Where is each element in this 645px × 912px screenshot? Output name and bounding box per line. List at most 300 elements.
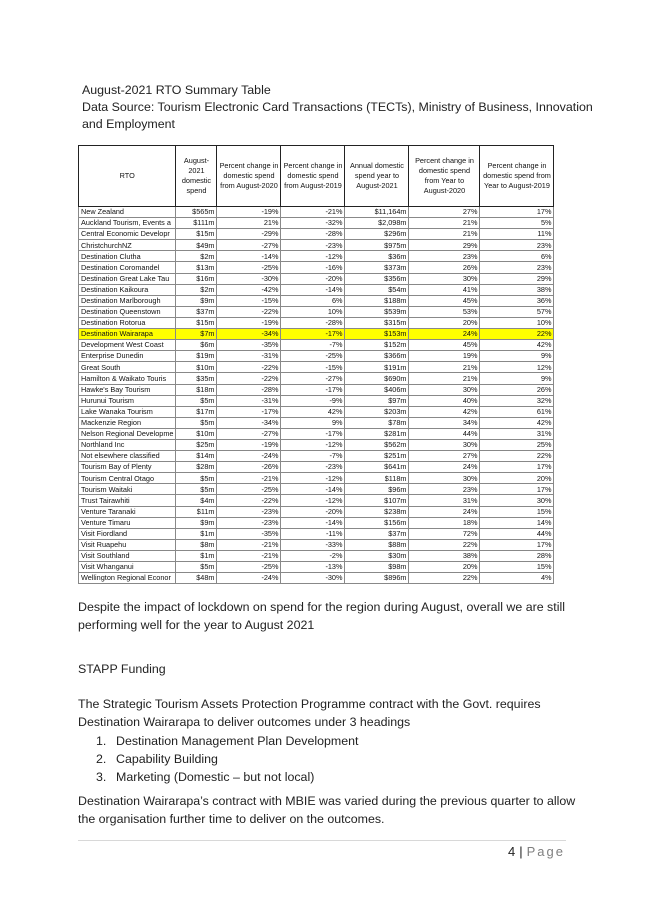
cell-august-spend: $48m xyxy=(176,573,217,584)
cell-annual-spend: $281m xyxy=(345,428,409,439)
cell-change-year-2019: 29% xyxy=(480,273,554,284)
cell-change-year-2020: 27% xyxy=(409,451,480,462)
cell-annual-spend: $37m xyxy=(345,528,409,539)
cell-annual-spend: $96m xyxy=(345,484,409,495)
cell-change-aug-2019: 6% xyxy=(281,295,345,306)
list-text: Capability Building xyxy=(116,752,218,766)
cell-change-aug-2020: -27% xyxy=(217,240,281,251)
cell-august-spend: $6m xyxy=(176,340,217,351)
cell-august-spend: $4m xyxy=(176,495,217,506)
cell-change-aug-2019: -12% xyxy=(281,495,345,506)
cell-change-year-2019: 42% xyxy=(480,340,554,351)
cell-rto-name: Trust Tairawhiti xyxy=(79,495,176,506)
table-title: August-2021 RTO Summary Table xyxy=(82,83,271,97)
list-text: Marketing (Domestic – but not local) xyxy=(116,770,315,784)
table-row xyxy=(79,273,554,284)
cell-rto-name: Not elsewhere classified xyxy=(79,451,176,462)
cell-august-spend: $28m xyxy=(176,462,217,473)
cell-change-year-2020: 21% xyxy=(409,362,480,373)
table-row xyxy=(79,351,554,362)
cell-change-aug-2019: -28% xyxy=(281,317,345,328)
cell-change-year-2019: 4% xyxy=(480,573,554,584)
cell-change-aug-2019: 42% xyxy=(281,406,345,417)
table-row xyxy=(79,229,554,240)
cell-change-aug-2020: -23% xyxy=(217,506,281,517)
cell-rto-name: Great South xyxy=(79,362,176,373)
table-row xyxy=(79,439,554,450)
footer-separator: | xyxy=(519,844,523,859)
cell-change-year-2019: 25% xyxy=(480,439,554,450)
cell-august-spend: $13m xyxy=(176,262,217,273)
cell-change-aug-2019: -14% xyxy=(281,284,345,295)
rto-summary-table xyxy=(78,145,554,584)
cell-annual-spend: $153m xyxy=(345,329,409,340)
cell-change-year-2019: 17% xyxy=(480,484,554,495)
cell-august-spend: $5m xyxy=(176,562,217,573)
cell-annual-spend: $97m xyxy=(345,395,409,406)
cell-change-year-2020: 31% xyxy=(409,495,480,506)
page-footer xyxy=(508,844,565,859)
cell-change-year-2019: 15% xyxy=(480,506,554,517)
cell-change-year-2019: 31% xyxy=(480,428,554,439)
table-row xyxy=(79,562,554,573)
cell-change-aug-2020: -29% xyxy=(217,229,281,240)
cell-annual-spend: $152m xyxy=(345,340,409,351)
cell-change-year-2020: 23% xyxy=(409,484,480,495)
cell-change-aug-2019: -23% xyxy=(281,462,345,473)
table-row xyxy=(79,506,554,517)
cell-change-year-2020: 24% xyxy=(409,506,480,517)
table-row xyxy=(79,295,554,306)
cell-change-year-2019: 9% xyxy=(480,373,554,384)
table-row xyxy=(79,340,554,351)
cell-august-spend: $111m xyxy=(176,218,217,229)
cell-august-spend: $10m xyxy=(176,428,217,439)
cell-change-aug-2019: -11% xyxy=(281,528,345,539)
cell-change-year-2019: 38% xyxy=(480,284,554,295)
cell-change-year-2020: 20% xyxy=(409,562,480,573)
cell-august-spend: $14m xyxy=(176,451,217,462)
cell-rto-name: Venture Taranaki xyxy=(79,506,176,517)
cell-august-spend: $1m xyxy=(176,528,217,539)
cell-annual-spend: $690m xyxy=(345,373,409,384)
cell-change-aug-2020: -23% xyxy=(217,517,281,528)
cell-change-year-2020: 40% xyxy=(409,395,480,406)
header-change-year-2019: Percent change in domestic spend from Year to August-2019 xyxy=(480,146,554,207)
cell-annual-spend: $366m xyxy=(345,351,409,362)
cell-annual-spend: $203m xyxy=(345,406,409,417)
cell-change-aug-2020: -15% xyxy=(217,295,281,306)
table-row xyxy=(79,495,554,506)
cell-rto-name: Hurunui Tourism xyxy=(79,395,176,406)
cell-change-year-2019: 42% xyxy=(480,417,554,428)
cell-change-year-2020: 18% xyxy=(409,517,480,528)
cell-annual-spend: $191m xyxy=(345,362,409,373)
stapp-outcomes-list xyxy=(96,732,358,786)
cell-rto-name: Destination Wairarapa xyxy=(79,329,176,340)
cell-change-aug-2019: -12% xyxy=(281,473,345,484)
cell-change-aug-2020: -17% xyxy=(217,406,281,417)
cell-august-spend: $11m xyxy=(176,506,217,517)
cell-change-aug-2020: -24% xyxy=(217,573,281,584)
cell-change-year-2019: 57% xyxy=(480,306,554,317)
cell-change-aug-2019: -27% xyxy=(281,373,345,384)
cell-rto-name: Visit Fiordland xyxy=(79,528,176,539)
cell-annual-spend: $562m xyxy=(345,439,409,450)
cell-change-year-2020: 53% xyxy=(409,306,480,317)
cell-change-aug-2019: -17% xyxy=(281,384,345,395)
cell-annual-spend: $188m xyxy=(345,295,409,306)
table-row xyxy=(79,473,554,484)
cell-rto-name: Nelson Regional Developme xyxy=(79,428,176,439)
header-change-aug-2019: Percent change in domestic spend from August-2019 xyxy=(281,146,345,207)
cell-change-aug-2020: -14% xyxy=(217,251,281,262)
cell-rto-name: Destination Marlborough xyxy=(79,295,176,306)
header-change-year-2020: Percent change in domestic spend from Year to August-2020 xyxy=(409,146,480,207)
cell-change-year-2019: 44% xyxy=(480,528,554,539)
cell-change-aug-2020: -34% xyxy=(217,417,281,428)
cell-change-aug-2019: -25% xyxy=(281,351,345,362)
cell-change-aug-2019: -14% xyxy=(281,484,345,495)
cell-change-year-2020: 22% xyxy=(409,539,480,550)
cell-change-aug-2020: -34% xyxy=(217,329,281,340)
cell-annual-spend: $373m xyxy=(345,262,409,273)
table-row xyxy=(79,573,554,584)
cell-august-spend: $9m xyxy=(176,295,217,306)
cell-change-aug-2020: -25% xyxy=(217,262,281,273)
cell-change-year-2019: 6% xyxy=(480,251,554,262)
cell-change-aug-2019: -16% xyxy=(281,262,345,273)
cell-august-spend: $16m xyxy=(176,273,217,284)
table-row xyxy=(79,317,554,328)
cell-change-year-2019: 11% xyxy=(480,229,554,240)
cell-august-spend: $5m xyxy=(176,395,217,406)
cell-change-year-2020: 27% xyxy=(409,207,480,218)
cell-change-year-2020: 21% xyxy=(409,218,480,229)
cell-change-aug-2020: -21% xyxy=(217,539,281,550)
cell-change-year-2020: 21% xyxy=(409,373,480,384)
cell-change-aug-2019: 9% xyxy=(281,417,345,428)
cell-august-spend: $35m xyxy=(176,373,217,384)
cell-august-spend: $37m xyxy=(176,306,217,317)
cell-august-spend: $15m xyxy=(176,317,217,328)
cell-change-aug-2020: -31% xyxy=(217,395,281,406)
cell-august-spend: $19m xyxy=(176,351,217,362)
cell-change-aug-2020: -22% xyxy=(217,306,281,317)
cell-rto-name: Tourism Bay of Plenty xyxy=(79,462,176,473)
data-source-line-1: Data Source: Tourism Electronic Card Transactions (TECTs), Ministry of Business, Innovation xyxy=(82,100,593,114)
cell-august-spend: $8m xyxy=(176,539,217,550)
cell-change-year-2019: 32% xyxy=(480,395,554,406)
cell-rto-name: Visit Whanganui xyxy=(79,562,176,573)
page-number: 4 xyxy=(508,844,516,859)
cell-august-spend: $49m xyxy=(176,240,217,251)
cell-rto-name: Enterprise Dunedin xyxy=(79,351,176,362)
list-number: 1. xyxy=(96,734,107,748)
table-body xyxy=(79,207,554,584)
cell-august-spend: $15m xyxy=(176,229,217,240)
cell-change-aug-2019: -13% xyxy=(281,562,345,573)
cell-change-aug-2020: -22% xyxy=(217,362,281,373)
cell-change-aug-2020: -27% xyxy=(217,428,281,439)
table-row xyxy=(79,262,554,273)
cell-change-year-2020: 45% xyxy=(409,295,480,306)
cell-change-year-2019: 5% xyxy=(480,218,554,229)
cell-annual-spend: $238m xyxy=(345,506,409,517)
list-text: Destination Management Plan Development xyxy=(116,734,359,748)
cell-change-year-2019: 36% xyxy=(480,295,554,306)
cell-change-year-2020: 23% xyxy=(409,251,480,262)
cell-august-spend: $565m xyxy=(176,207,217,218)
cell-change-aug-2020: -25% xyxy=(217,484,281,495)
cell-change-aug-2019: -7% xyxy=(281,340,345,351)
cell-change-aug-2019: -12% xyxy=(281,439,345,450)
cell-change-aug-2019: -33% xyxy=(281,539,345,550)
cell-change-aug-2020: -28% xyxy=(217,384,281,395)
cell-change-aug-2020: -22% xyxy=(217,373,281,384)
cell-change-aug-2020: -24% xyxy=(217,451,281,462)
cell-annual-spend: $54m xyxy=(345,284,409,295)
table-row xyxy=(79,384,554,395)
cell-change-aug-2020: -19% xyxy=(217,439,281,450)
cell-annual-spend: $118m xyxy=(345,473,409,484)
footer-divider xyxy=(78,840,566,841)
cell-change-aug-2019: -9% xyxy=(281,395,345,406)
cell-change-year-2020: 24% xyxy=(409,329,480,340)
cell-change-aug-2019: -20% xyxy=(281,273,345,284)
cell-change-year-2019: 17% xyxy=(480,462,554,473)
cell-change-aug-2020: -35% xyxy=(217,528,281,539)
cell-change-aug-2020: 21% xyxy=(217,218,281,229)
cell-august-spend: $2m xyxy=(176,284,217,295)
cell-rto-name: Destination Clutha xyxy=(79,251,176,262)
cell-change-year-2019: 28% xyxy=(480,550,554,561)
cell-change-year-2019: 30% xyxy=(480,495,554,506)
cell-change-year-2019: 26% xyxy=(480,384,554,395)
cell-rto-name: Tourism Central Otago xyxy=(79,473,176,484)
list-item xyxy=(96,732,358,750)
cell-change-aug-2020: -35% xyxy=(217,340,281,351)
cell-change-year-2020: 45% xyxy=(409,340,480,351)
cell-change-aug-2019: -2% xyxy=(281,550,345,561)
cell-rto-name: Development West Coast xyxy=(79,340,176,351)
cell-change-year-2020: 41% xyxy=(409,284,480,295)
cell-change-aug-2019: -23% xyxy=(281,240,345,251)
cell-annual-spend: $315m xyxy=(345,317,409,328)
table-row xyxy=(79,251,554,262)
cell-change-year-2020: 44% xyxy=(409,428,480,439)
table-row xyxy=(79,451,554,462)
cell-august-spend: $2m xyxy=(176,251,217,262)
cell-rto-name: Destination Coromandel xyxy=(79,262,176,273)
cell-rto-name: Destination Queenstown xyxy=(79,306,176,317)
cell-august-spend: $17m xyxy=(176,406,217,417)
cell-change-aug-2019: -30% xyxy=(281,573,345,584)
cell-change-year-2019: 17% xyxy=(480,539,554,550)
cell-change-aug-2019: -15% xyxy=(281,362,345,373)
cell-change-aug-2020: -19% xyxy=(217,317,281,328)
cell-change-year-2019: 20% xyxy=(480,473,554,484)
header-august-spend: August-2021 domestic spend xyxy=(176,146,217,207)
cell-rto-name: ChristchurchNZ xyxy=(79,240,176,251)
cell-rto-name: Lake Wanaka Tourism xyxy=(79,406,176,417)
table-row xyxy=(79,362,554,373)
cell-annual-spend: $11,164m xyxy=(345,207,409,218)
cell-rto-name: Destination Great Lake Tau xyxy=(79,273,176,284)
cell-rto-name: Central Economic Developr xyxy=(79,229,176,240)
cell-change-year-2020: 30% xyxy=(409,473,480,484)
cell-change-year-2020: 20% xyxy=(409,317,480,328)
cell-change-year-2019: 14% xyxy=(480,517,554,528)
cell-change-year-2019: 23% xyxy=(480,240,554,251)
cell-change-aug-2020: -42% xyxy=(217,284,281,295)
cell-rto-name: Destination Rotorua xyxy=(79,317,176,328)
cell-annual-spend: $30m xyxy=(345,550,409,561)
cell-change-year-2019: 22% xyxy=(480,451,554,462)
table-row xyxy=(79,517,554,528)
cell-august-spend: $5m xyxy=(176,484,217,495)
table-heading xyxy=(82,82,593,133)
header-change-aug-2020: Percent change in domestic spend from August-2020 xyxy=(217,146,281,207)
cell-august-spend: $9m xyxy=(176,517,217,528)
cell-august-spend: $25m xyxy=(176,439,217,450)
page-label: Page xyxy=(526,844,565,859)
cell-august-spend: $18m xyxy=(176,384,217,395)
cell-annual-spend: $356m xyxy=(345,273,409,284)
cell-change-aug-2019: -12% xyxy=(281,251,345,262)
cell-annual-spend: $539m xyxy=(345,306,409,317)
table-row xyxy=(79,406,554,417)
cell-august-spend: $10m xyxy=(176,362,217,373)
cell-change-year-2019: 23% xyxy=(480,262,554,273)
cell-rto-name: Hamilton & Waikato Touris xyxy=(79,373,176,384)
cell-annual-spend: $78m xyxy=(345,417,409,428)
cell-rto-name: Tourism Waitaki xyxy=(79,484,176,495)
cell-august-spend: $1m xyxy=(176,550,217,561)
cell-change-aug-2019: -21% xyxy=(281,207,345,218)
table-row xyxy=(79,428,554,439)
cell-change-aug-2019: -28% xyxy=(281,229,345,240)
table-row xyxy=(79,218,554,229)
cell-change-aug-2020: -30% xyxy=(217,273,281,284)
cell-change-year-2020: 19% xyxy=(409,351,480,362)
list-number: 3. xyxy=(96,770,107,784)
cell-august-spend: $7m xyxy=(176,329,217,340)
cell-rto-name: New Zealand xyxy=(79,207,176,218)
stapp-heading: STAPP Funding xyxy=(78,662,166,676)
table-row xyxy=(79,373,554,384)
data-source-line-2: and Employment xyxy=(82,117,175,131)
cell-change-aug-2020: -26% xyxy=(217,462,281,473)
cell-annual-spend: $406m xyxy=(345,384,409,395)
cell-change-aug-2019: 10% xyxy=(281,306,345,317)
cell-change-aug-2020: -31% xyxy=(217,351,281,362)
cell-change-year-2020: 26% xyxy=(409,262,480,273)
list-item xyxy=(96,768,358,786)
cell-change-year-2019: 15% xyxy=(480,562,554,573)
table-row xyxy=(79,462,554,473)
cell-rto-name: Mackenzie Region xyxy=(79,417,176,428)
table-row xyxy=(79,417,554,428)
cell-change-year-2020: 24% xyxy=(409,462,480,473)
table-row xyxy=(79,528,554,539)
cell-change-year-2020: 30% xyxy=(409,439,480,450)
cell-annual-spend: $641m xyxy=(345,462,409,473)
cell-annual-spend: $107m xyxy=(345,495,409,506)
cell-change-year-2019: 12% xyxy=(480,362,554,373)
cell-rto-name: Visit Southland xyxy=(79,550,176,561)
cell-change-aug-2019: -32% xyxy=(281,218,345,229)
cell-rto-name: Venture Timaru xyxy=(79,517,176,528)
cell-august-spend: $5m xyxy=(176,473,217,484)
summary-paragraph: Despite the impact of lockdown on spend for the region during August, overall we are still performing well for the year to August 2021 xyxy=(78,600,565,632)
cell-change-year-2020: 30% xyxy=(409,273,480,284)
cell-change-aug-2020: -21% xyxy=(217,550,281,561)
cell-august-spend: $5m xyxy=(176,417,217,428)
cell-change-year-2019: 22% xyxy=(480,329,554,340)
table-row xyxy=(79,240,554,251)
cell-rto-name: Auckland Tourism, Events a xyxy=(79,218,176,229)
table-row xyxy=(79,329,554,340)
cell-annual-spend: $296m xyxy=(345,229,409,240)
cell-change-year-2020: 38% xyxy=(409,550,480,561)
cell-change-year-2019: 17% xyxy=(480,207,554,218)
cell-change-year-2020: 29% xyxy=(409,240,480,251)
cell-rto-name: Visit Ruapehu xyxy=(79,539,176,550)
cell-change-aug-2020: -22% xyxy=(217,495,281,506)
table-header-row xyxy=(79,146,554,207)
cell-change-aug-2019: -14% xyxy=(281,517,345,528)
table-row xyxy=(79,306,554,317)
cell-annual-spend: $251m xyxy=(345,451,409,462)
table-row xyxy=(79,284,554,295)
cell-rto-name: Northland Inc xyxy=(79,439,176,450)
cell-annual-spend: $88m xyxy=(345,539,409,550)
stapp-intro-paragraph: The Strategic Tourism Assets Protection Programme contract with the Govt. requires Destination Wairarapa to deliver outcomes under 3 headings xyxy=(78,697,541,729)
cell-change-year-2019: 9% xyxy=(480,351,554,362)
list-item xyxy=(96,750,358,768)
cell-annual-spend: $98m xyxy=(345,562,409,573)
header-annual-spend: Annual domestic spend year to August-2021 xyxy=(345,146,409,207)
cell-change-year-2020: 30% xyxy=(409,384,480,395)
cell-change-year-2020: 42% xyxy=(409,406,480,417)
cell-annual-spend: $896m xyxy=(345,573,409,584)
cell-annual-spend: $975m xyxy=(345,240,409,251)
cell-change-year-2019: 10% xyxy=(480,317,554,328)
header-rto: RTO xyxy=(79,146,176,207)
cell-rto-name: Hawke's Bay Tourism xyxy=(79,384,176,395)
cell-change-aug-2019: -17% xyxy=(281,428,345,439)
cell-change-year-2020: 21% xyxy=(409,229,480,240)
list-number: 2. xyxy=(96,752,107,766)
cell-change-year-2020: 72% xyxy=(409,528,480,539)
cell-change-year-2020: 34% xyxy=(409,417,480,428)
cell-change-year-2020: 22% xyxy=(409,573,480,584)
cell-change-aug-2019: -20% xyxy=(281,506,345,517)
cell-rto-name: Wellington Regional Econor xyxy=(79,573,176,584)
table-row xyxy=(79,207,554,218)
cell-rto-name: Destination Kaikoura xyxy=(79,284,176,295)
table-row xyxy=(79,550,554,561)
table-row xyxy=(79,484,554,495)
cell-change-aug-2020: -25% xyxy=(217,562,281,573)
cell-change-aug-2019: -17% xyxy=(281,329,345,340)
cell-change-year-2019: 61% xyxy=(480,406,554,417)
cell-change-aug-2020: -21% xyxy=(217,473,281,484)
cell-annual-spend: $36m xyxy=(345,251,409,262)
cell-annual-spend: $2,098m xyxy=(345,218,409,229)
cell-change-aug-2019: -7% xyxy=(281,451,345,462)
